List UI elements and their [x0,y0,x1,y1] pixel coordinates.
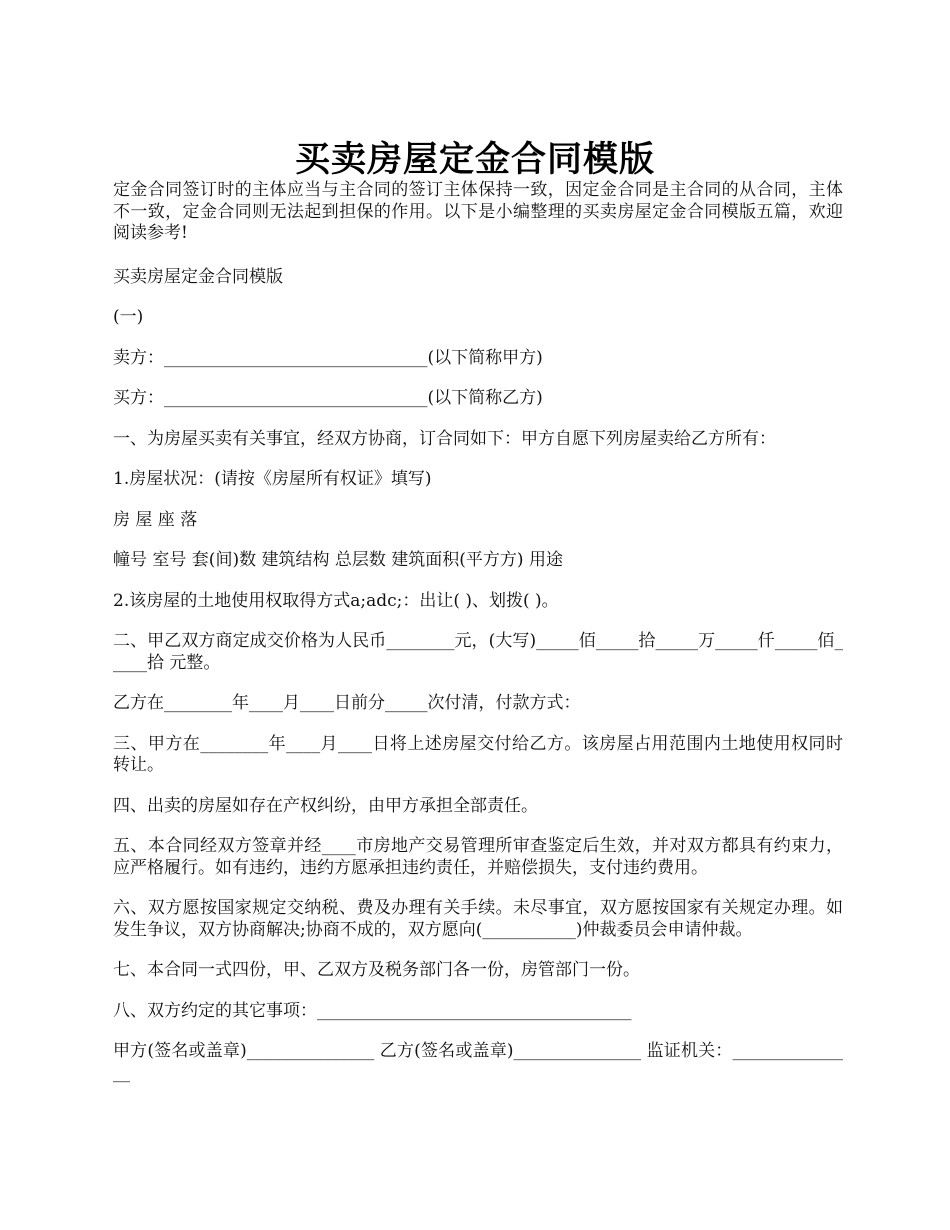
clause-1: 一、为房屋买卖有关事宜，经双方协商，订合同如下：甲方自愿下列房屋卖给乙方所有： [113,428,776,449]
house-fields-line: 幢号 室号 套(间)数 建筑结构 总层数 建筑面积(平方方) 用途 [113,550,563,570]
land-use-line: 2.该房屋的土地使用权取得方式a;adc;：出让( )、划拨( )。 [113,590,559,611]
seller-line: 卖方：_______________________________(以下简称甲方) [113,347,543,368]
clause-8: 八、双方约定的其它事项：_____________________________________ [113,1000,632,1021]
clause-3: 三、甲方在________年____月____日将上述房屋交付给乙方。该房屋占用范围内土地使用权同时转让。 [113,733,843,775]
signature-line: 甲方(签名或盖章)_______________ 乙方(签名或盖章)_______________ 监证机关：_______________ [113,1041,843,1083]
clause-5: 五、本合同经双方签章并经____市房地产交易管理所审查鉴定后生效，并对双方都具有约束力，应严格履行。如有违约，违约方愿承担违约责任，并赔偿损失，支付违约费用。 [113,836,843,878]
payment-line: 乙方在________年____月____日前分_____次付清，付款方式： [113,693,581,713]
clause-2: 二、甲乙双方商定成交价格为人民币________元，(大写)_____佰_____拾_____万_____仟_____佰_____拾 元整。 [113,631,843,673]
clause-6: 六、双方愿按国家规定交纳税、费及办理有关手续。未尽事宜，双方愿按国家有关规定办理。如发生争议，双方协商解决;协商不成的，双方愿向(___________)仲裁委员会申请仲裁。 [113,898,843,940]
clause-7: 七、本合同一式四份，甲、乙双方及税务部门各一份，房管部门一份。 [113,960,640,980]
intro-paragraph: 定金合同签订时的主体应当与主合同的签订主体保持一致，因定金合同是主合同的从合同，主体不一致，定金合同则无法起到担保的作用。以下是小编整理的买卖房屋定金合同模版五篇，欢迎阅读参考! [113,180,843,243]
section-number: (一) [113,307,144,327]
document-body [113,180,843,1103]
house-status-line: 1.房屋状况：(请按《房屋所有权证》填写) [113,469,432,489]
buyer-line: 买方：_______________________________(以下简称乙方) [113,388,543,408]
document-title: 买卖房屋定金合同模版 [294,139,655,181]
clause-4: 四、出卖的房屋如存在产权纠纷，由甲方承担全部责任。 [113,795,538,816]
section-heading: 买卖房屋定金合同模版 [113,266,283,287]
house-location-line: 房 屋 座 落 [113,509,198,530]
